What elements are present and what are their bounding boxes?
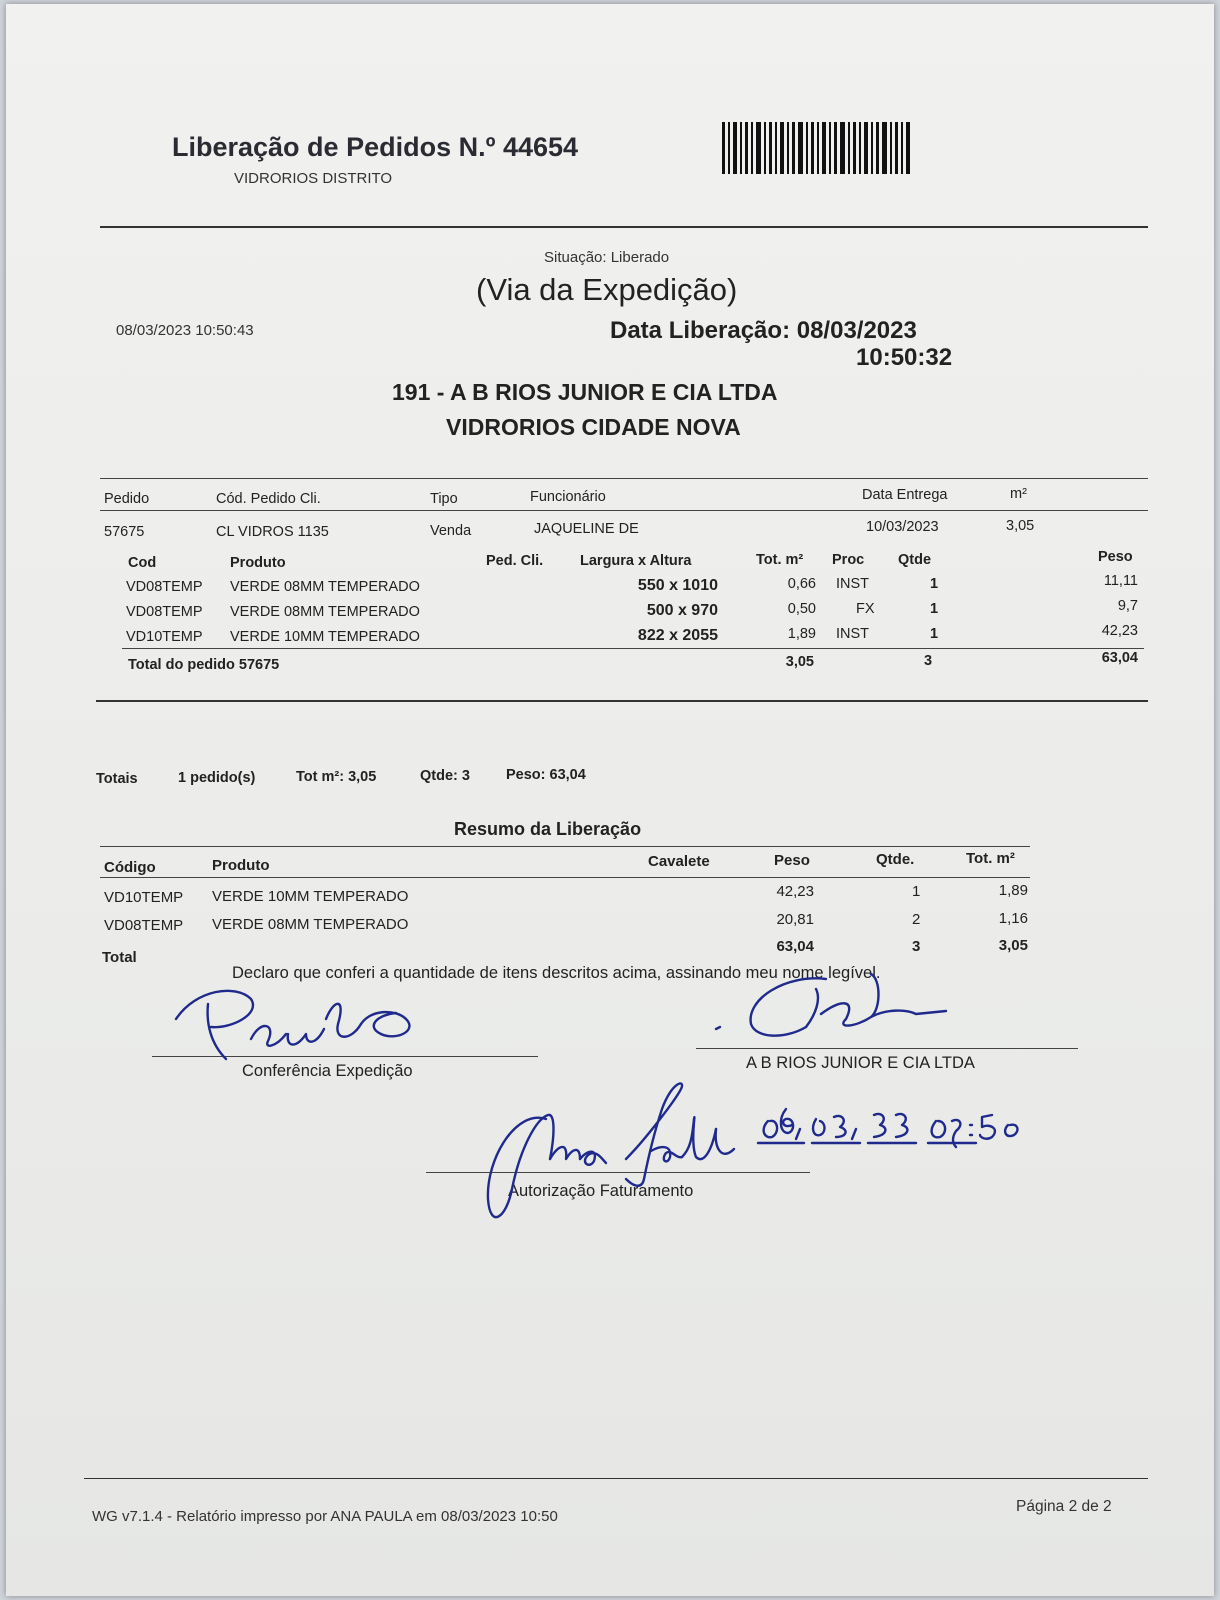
col-codigo: Código — [104, 859, 156, 876]
print-timestamp: 08/03/2023 10:50:43 — [116, 322, 254, 339]
order-cod-pedido-cli: CL VIDROS 1135 — [216, 524, 329, 540]
order-total-qtde: 3 — [924, 653, 933, 669]
summary-total-peso: 63,04 — [776, 938, 814, 955]
item-proc: INST — [836, 576, 870, 592]
col-produto: Produto — [230, 555, 286, 571]
order-m2: 3,05 — [1006, 518, 1035, 534]
item-produto: VERDE 08MM TEMPERADO — [230, 579, 420, 595]
summary-codigo: VD08TEMP — [104, 917, 184, 934]
summary-qtde: 1 — [912, 883, 921, 900]
summary-qtde: 2 — [912, 911, 921, 928]
divider — [100, 877, 1030, 878]
order-tipo: Venda — [430, 523, 472, 539]
order-total-m2: 3,05 — [785, 654, 814, 670]
handwritten-date — [756, 1099, 1046, 1149]
col-largura-altura: Largura x Altura — [580, 553, 692, 569]
release-time: 10:50:32 — [856, 344, 953, 371]
footer-printed-by: WG v7.1.4 - Relatório impresso por ANA PAULA em 08/03/2023 10:50 — [92, 1508, 558, 1525]
item-proc: INST — [836, 626, 870, 642]
totals-label: Totais — [96, 771, 138, 787]
item-dims: 822 x 2055 — [637, 627, 718, 644]
col-qtde: Qtde — [898, 552, 932, 568]
signature-ana-paula — [476, 1079, 776, 1239]
item-tot-m2: 0,50 — [787, 601, 816, 617]
release-date: Data Liberação: 08/03/2023 — [610, 317, 917, 344]
summary-title: Resumo da Liberação — [454, 819, 642, 839]
totals-m2: Tot m²: 3,05 — [296, 769, 377, 785]
col-pedido: Pedido — [104, 491, 150, 507]
summary-peso: 20,81 — [776, 911, 814, 928]
col-peso: Peso — [1098, 549, 1133, 565]
order-pedido: 57675 — [104, 524, 145, 540]
item-peso: 11,11 — [1103, 573, 1138, 589]
barcode-icon — [722, 122, 912, 174]
document-page — [6, 4, 1214, 1596]
item-dims: 550 x 1010 — [637, 577, 718, 594]
summary-codigo: VD10TEMP — [104, 889, 184, 906]
totals-qtde: Qtde: 3 — [420, 768, 470, 784]
conferencia-label: Conferência Expedição — [242, 1062, 413, 1080]
col-ped-cli: Ped. Cli. — [486, 553, 544, 569]
divider — [96, 700, 1148, 702]
document-title: Liberação de Pedidos N.º 44654 — [172, 132, 579, 162]
col-funcionario: Funcionário — [530, 489, 606, 505]
summary-total-label: Total — [102, 949, 137, 966]
divider — [100, 510, 1148, 511]
divider — [100, 226, 1148, 228]
col-tot-m2: Tot. m² — [966, 850, 1015, 867]
order-total-label: Total do pedido 57675 — [128, 657, 280, 673]
situation-text: Situação: Liberado — [544, 249, 670, 266]
item-produto: VERDE 08MM TEMPERADO — [230, 604, 420, 620]
col-produto: Produto — [212, 857, 270, 874]
item-cod: VD08TEMP — [126, 604, 203, 620]
order-data-entrega: 10/03/2023 — [866, 519, 939, 535]
summary-tot-m2: 1,89 — [998, 882, 1028, 899]
signature-paulo — [156, 979, 456, 1069]
divider — [84, 1478, 1148, 1479]
autorizacao-label: Autorização Faturamento — [508, 1182, 694, 1200]
item-qtde: 1 — [930, 626, 939, 642]
item-peso: 42,23 — [1101, 623, 1138, 639]
footer-page-number: Página 2 de 2 — [1016, 1498, 1112, 1515]
summary-tot-m2: 1,16 — [998, 910, 1028, 927]
totals-peso: Peso: 63,04 — [506, 767, 586, 783]
col-peso: Peso — [774, 852, 810, 869]
order-total-peso: 63,04 — [1101, 650, 1138, 666]
copy-label: (Via da Expedição) — [476, 272, 738, 307]
item-dims: 500 x 970 — [646, 602, 718, 619]
col-proc: Proc — [832, 552, 865, 568]
col-cod-pedido-cli: Cód. Pedido Cli. — [216, 491, 321, 507]
col-data-entrega: Data Entrega — [862, 487, 948, 503]
summary-produto: VERDE 10MM TEMPERADO — [212, 888, 409, 905]
divider — [122, 648, 1144, 649]
client-branch: VIDRORIOS CIDADE NOVA — [446, 414, 741, 440]
declaration-text: Declaro que conferi a quantidade de itens descritos acima, assinando meu nome legível. — [232, 964, 881, 982]
item-peso: 9,7 — [1117, 598, 1138, 614]
divider — [100, 478, 1148, 479]
summary-produto: VERDE 08MM TEMPERADO — [212, 916, 409, 933]
company-name: VIDRORIOS DISTRITO — [234, 170, 393, 187]
order-funcionario: JAQUELINE DE — [534, 521, 639, 537]
col-m2: m² — [1010, 486, 1027, 502]
summary-total-tot-m2: 3,05 — [998, 937, 1028, 954]
item-proc: FX — [856, 601, 875, 617]
col-tot-m2: Tot. m² — [756, 552, 804, 568]
totals-pedidos: 1 pedido(s) — [178, 770, 256, 786]
col-tipo: Tipo — [430, 491, 458, 507]
item-qtde: 1 — [930, 576, 939, 592]
summary-total-qtde: 3 — [912, 938, 921, 955]
item-qtde: 1 — [930, 601, 939, 617]
summary-peso: 42,23 — [776, 883, 814, 900]
col-cod: Cod — [128, 555, 157, 571]
col-qtde: Qtde. — [876, 851, 915, 868]
client-name: 191 - A B RIOS JUNIOR E CIA LTDA — [392, 379, 778, 405]
client-signature-label: A B RIOS JUNIOR E CIA LTDA — [746, 1054, 975, 1072]
divider — [100, 846, 1030, 847]
item-tot-m2: 0,66 — [787, 576, 816, 592]
col-cavalete: Cavalete — [648, 853, 710, 870]
item-tot-m2: 1,89 — [787, 626, 816, 642]
item-cod: VD10TEMP — [126, 629, 203, 645]
item-cod: VD08TEMP — [126, 579, 203, 595]
item-produto: VERDE 10MM TEMPERADO — [230, 629, 420, 645]
signature-client — [706, 969, 966, 1049]
